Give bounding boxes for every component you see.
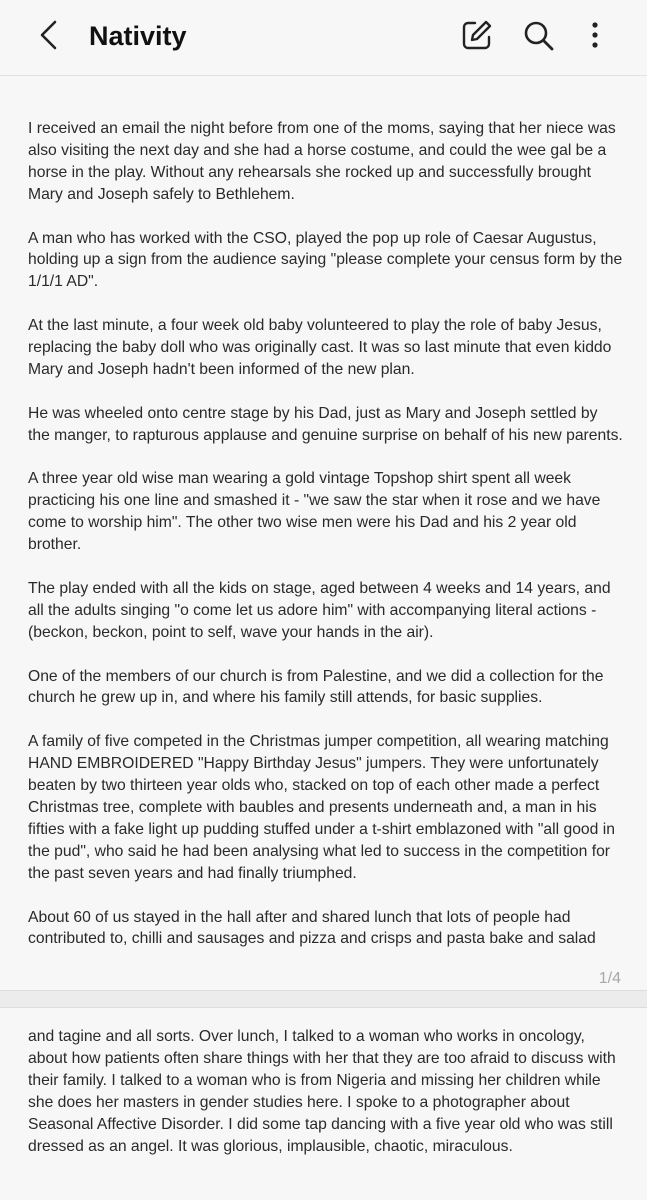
page-title: Nativity: [89, 21, 187, 51]
note-page-1: [0, 77, 647, 990]
paragraph: The play ended with all the kids on stage, aged between 4 weeks and 14 years, and all the adults singing "o come let us adore him" with accompanying literal actions - (beckon, beckon, point to self, wave your hands in the air).: [28, 579, 611, 641]
page-indicator: 1/4: [598, 970, 621, 987]
page-divider: [0, 990, 647, 1008]
more-vertical-icon: [573, 14, 617, 58]
more-options-button[interactable]: [573, 14, 617, 58]
paragraph: I received an email the night before from one of the moms, saying that her niece was also visiting the next day and she had a horse costume, and could the wee gal be a horse in the play. Without any rehearsals she rocked up and successfully brought Mary and Joseph safely to Bethlehem.: [28, 120, 616, 203]
note-content[interactable]: [28, 118, 623, 950]
app-header: [0, 0, 647, 76]
edit-note-icon: [454, 14, 498, 58]
chevron-left-icon: [28, 14, 72, 58]
paragraph: A man who has worked with the CSO, played the pop up role of Caesar Augustus, holding up a sign from the audience saying "please complete your census form by the 1/1/1 AD".: [28, 229, 623, 291]
edit-button[interactable]: [454, 14, 498, 58]
note-page-2: [0, 1008, 647, 1200]
paragraph: About 60 of us stayed in the hall after and shared lunch that lots of people had contributed to, chilli and sausages and pizza and crisps and pasta bake and salad: [28, 908, 596, 948]
search-button[interactable]: [517, 14, 561, 58]
paragraph: He was wheeled onto centre stage by his Dad, just as Mary and Joseph settled by the manger, to rapturous applause and genuine surprise on behalf of his new parents.: [28, 404, 623, 444]
paragraph: At the last minute, a four week old baby volunteered to play the role of baby Jesus, replacing the baby doll who was originally cast. It was so last minute that even kiddo Mary and Joseph hadn't been informed of the new plan.: [28, 317, 612, 378]
paragraph: and tagine and all sorts. Over lunch, I talked to a woman who works in oncology, about how patients often share things with her that they are too afraid to discuss with their family. I talked to a woman who is from Nigeria and missing her children while she does her masters in gender studies here. I spoke to a photographer about Seasonal Affective Disorder. I did some tap dancing with a five year old who was still dressed as an angel. It was glorious, implausible, chaotic, miraculous.: [28, 1028, 616, 1155]
paragraph: One of the members of our church is from Palestine, and we did a collection for the church he grew up in, and where his family still attends, for basic supplies.: [28, 667, 604, 707]
search-icon: [517, 14, 561, 58]
paragraph: A three year old wise man wearing a gold vintage Topshop shirt spent all week practicing his one line and smashed it - "we saw the star when it rose and we have come to worship him". The other two wise men were his Dad and his 2 year old brother.: [28, 470, 601, 554]
note-content[interactable]: [28, 1026, 623, 1157]
paragraph: A family of five competed in the Christmas jumper competition, all wearing matching HAND EMBROIDERED "Happy Birthday Jesus" jumpers. They were unfortunately beaten by two thirteen year olds who, stacked on top of each other made a perfect Christmas tree, complete with baubles and presents underneath and, a man in his fifties with a fake light up pudding stuffed under a t-shirt emblazoned with "all good in the pud", who said he had been analysing what led to success in the competition for the past seven years and had finally triumphed.: [28, 733, 615, 882]
back-button[interactable]: [28, 14, 72, 58]
